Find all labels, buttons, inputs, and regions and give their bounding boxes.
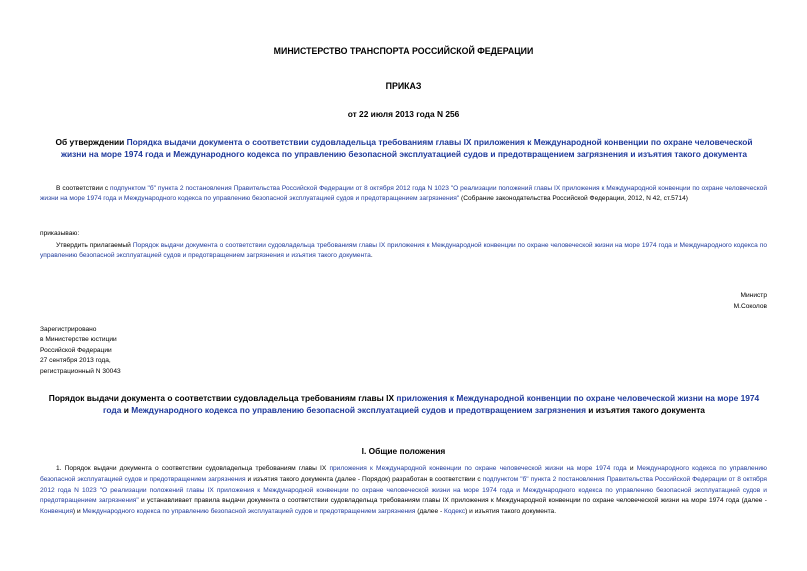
preamble-text-1: В соответствии с — [56, 185, 111, 192]
procedure-title-text-1: Порядок выдачи документа о соответствии судовладельца требованиям главы IX — [48, 393, 397, 403]
item-1-paragraph — [40, 464, 767, 518]
convention-link[interactable]: приложения к Международной конвенции по охране человеческой жизни на море 1974 года — [103, 393, 760, 415]
item1-text: и устанавливает правила выдачи документа о соответствии судовладельца требованиям главы IX приложения к Международной конвенции по охране человеческой жизни на море 1974 года (далее - — [138, 497, 767, 505]
item1-text: и — [626, 465, 637, 472]
registration-line: Зарегистрировано — [40, 326, 97, 333]
order-verb: приказываю: — [40, 230, 80, 237]
code-link[interactable]: Международного кодекса по управлению безопасной эксплуатацией судов и предотвращением загрязнения — [131, 404, 586, 415]
registration-line: в Министерстве юстиции — [40, 336, 117, 344]
order-text-2: . — [370, 252, 373, 260]
registration-block — [40, 325, 121, 377]
order-link[interactable]: Порядок выдачи документа о соответствии судовладельца требованиям главы IX приложения к Международной конвенции по охране человеческой жизни на море 1974 года и Международного кодекса по управлению безопасной эксплуатацией судов и предотвращением загрязнения и изъятия такого документа — [40, 242, 767, 260]
item1-decree-link[interactable]: подпунктом "б" пункта 2 постановления Правительства Российской Федерации от 8 октября 2012 года N 1023 "О реализации положений главы IX приложения к Международной конвенции по охране человеческой жизни на море 1974 года и Международного кодекса по управлению безопасной эксплуатацией судов и предотвращением загрязнения" — [40, 475, 768, 505]
ministry-heading: МИНИСТЕРСТВО ТРАНСПОРТА РОССИЙСКОЙ ФЕДЕРАЦИИ — [273, 46, 534, 56]
item1-code-link-2[interactable]: Международного кодекса по управлению безопасной эксплуатацией судов и предотвращением загрязнения — [82, 508, 416, 516]
registration-line: 27 сентября 2013 года, — [40, 357, 111, 365]
order-text-1: Утвердить прилагаемый — [56, 242, 133, 249]
item1-text: и изъятия такого документа (далее - Порядок) разработан в соответствии с — [245, 475, 483, 483]
item1-convention-short-link[interactable]: Конвенция — [40, 508, 73, 516]
doc-type-heading: ПРИКАЗ — [385, 81, 422, 91]
item1-text: ) и изъятия такого документа. — [465, 508, 557, 516]
date-number-heading: от 22 июля 2013 года N 256 — [347, 109, 460, 119]
title-link[interactable]: Порядка выдачи документа о соответствии судовладельца требованиям главы IX приложения к Международной конвенции по охране человеческой жизни на море 1974 года и Международного кодекса по управлению безопасной эксплуатацией судов и предотвращением загрязнения и изъятия такого документа — [61, 137, 753, 159]
preamble-paragraph — [40, 184, 767, 205]
signature-block — [734, 291, 767, 312]
order-paragraph — [40, 241, 767, 262]
title-prefix: Об утверждении — [55, 137, 127, 147]
item1-text: (далее - — [415, 508, 445, 516]
procedure-title-text-3: и изъятия такого документа — [585, 404, 705, 415]
item1-convention-link[interactable]: приложения к Международной конвенции по охране человеческой жизни на море 1974 года — [329, 465, 627, 472]
signature-name: М.Соколов — [733, 302, 767, 310]
item1-code-link[interactable]: Международного кодекса по управлению безопасной эксплуатацией судов и предотвращением загрязнения — [40, 465, 767, 483]
registration-line: регистрационный N 30043 — [40, 367, 121, 375]
order-title — [54, 137, 754, 160]
section-heading: I. Общие положения — [361, 446, 446, 456]
item1-text: 1. Порядок выдачи документа о соответствии судовладельца требованиям главы IX — [56, 465, 330, 472]
item1-code-short-link[interactable]: Кодекс — [444, 508, 466, 516]
registration-line: Российской Федерации — [40, 346, 112, 354]
procedure-title — [48, 393, 760, 417]
preamble-text-2: (Собрание законодательства Российской Федерации, 2012, N 42, ст.5714) — [459, 195, 688, 203]
procedure-title-text-2: и — [121, 404, 132, 415]
preamble-link[interactable]: подпунктом "б" пункта 2 постановления Правительства Российской Федерации от 8 октября 2012 года N 1023 "О реализации положений главы IX приложения к Международной конвенции по охране человеческой жизни на море 1974 года и Международного кодекса по управлению безопасной эксплуатацией судов и предотвращением загрязнения" — [40, 185, 767, 203]
signature-position: Министр — [740, 292, 767, 299]
item1-text: ) и — [72, 508, 83, 516]
